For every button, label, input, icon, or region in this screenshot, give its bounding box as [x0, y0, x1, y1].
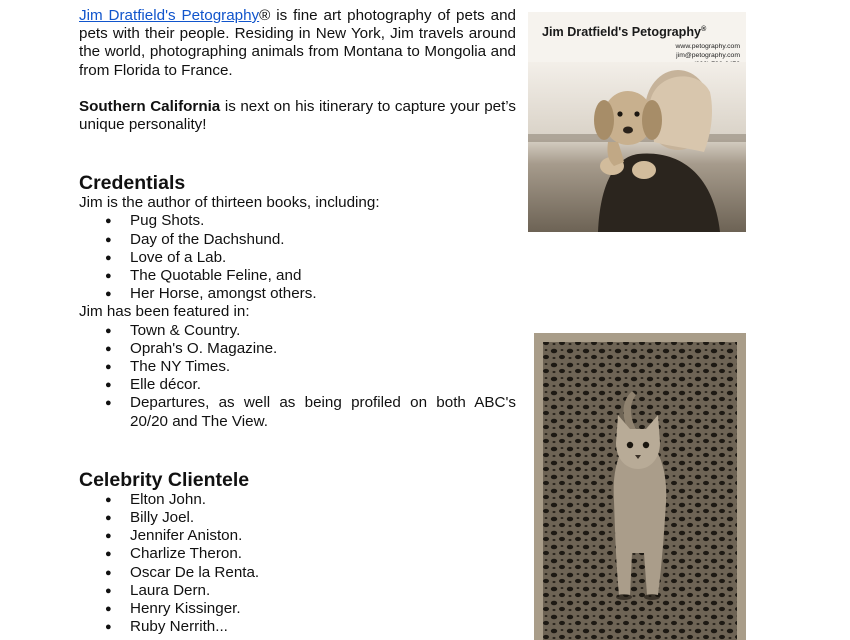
- list-item: ● Her Horse, amongst others.: [79, 285, 516, 303]
- itinerary-text: is next on his itinerary to capture your pet’s unique personality!: [79, 97, 516, 134]
- cat-on-leopard-print-photo: [534, 333, 746, 640]
- itinerary-paragraph: [79, 98, 516, 134]
- list-item: ● Laura Dern.: [79, 582, 516, 600]
- itinerary-location: Southern California: [79, 97, 221, 115]
- celebrity-heading: Celebrity Clientele: [79, 468, 250, 491]
- card-title: Jim Dratfield's Petography®: [542, 25, 707, 39]
- list-item: ● The NY Times.: [79, 358, 516, 376]
- list-item: ● Day of the Dachshund.: [79, 231, 516, 249]
- list-item: ● Henry Kissinger.: [79, 600, 516, 618]
- list-item: ● Town & Country.: [79, 322, 516, 340]
- credentials-heading: Credentials: [79, 172, 186, 195]
- card-website: www.petography.com: [675, 43, 740, 50]
- list-item: ● Pug Shots.: [79, 212, 516, 230]
- list-item: ● Elton John.: [79, 491, 516, 509]
- intro-paragraph: [79, 7, 516, 80]
- list-item: ● Oscar De la Renta.: [79, 564, 516, 582]
- featured-list: [79, 322, 516, 431]
- list-item: ● Jennifer Aniston.: [79, 527, 516, 545]
- books-list: [79, 212, 516, 303]
- petography-link[interactable]: Jim Dratfield's Petography: [79, 7, 260, 24]
- list-item: ● Departures, as well as being profiled on both ABC's 20/20 and The View.: [79, 394, 516, 430]
- list-item: ● Love of a Lab.: [79, 249, 516, 267]
- list-item: ● Billy Joel.: [79, 509, 516, 527]
- list-item: ● Elle décor.: [79, 376, 516, 394]
- books-lead: Jim is the author of thirteen books, including:: [79, 194, 380, 212]
- list-item: ● The Quotable Feline, and: [79, 267, 516, 285]
- card-email: jim@petography.com: [676, 52, 740, 60]
- celebrity-list: [79, 491, 516, 637]
- list-item: ● Charlize Theron.: [79, 545, 516, 563]
- list-item: ● Oprah's O. Magazine.: [79, 340, 516, 358]
- list-item: ● Ruby Nerrith...: [79, 618, 516, 636]
- main-column: [79, 0, 516, 636]
- intro-text: ® is fine art photography of pets and pets with their people. Residing in New York, Jim travels around the world, photographing animals from Montana to Mongolia and from Florida to France.: [79, 7, 516, 79]
- petography-card-image: [528, 12, 746, 232]
- featured-lead: Jim has been featured in:: [79, 303, 250, 321]
- dog-and-person-photo: [528, 62, 746, 232]
